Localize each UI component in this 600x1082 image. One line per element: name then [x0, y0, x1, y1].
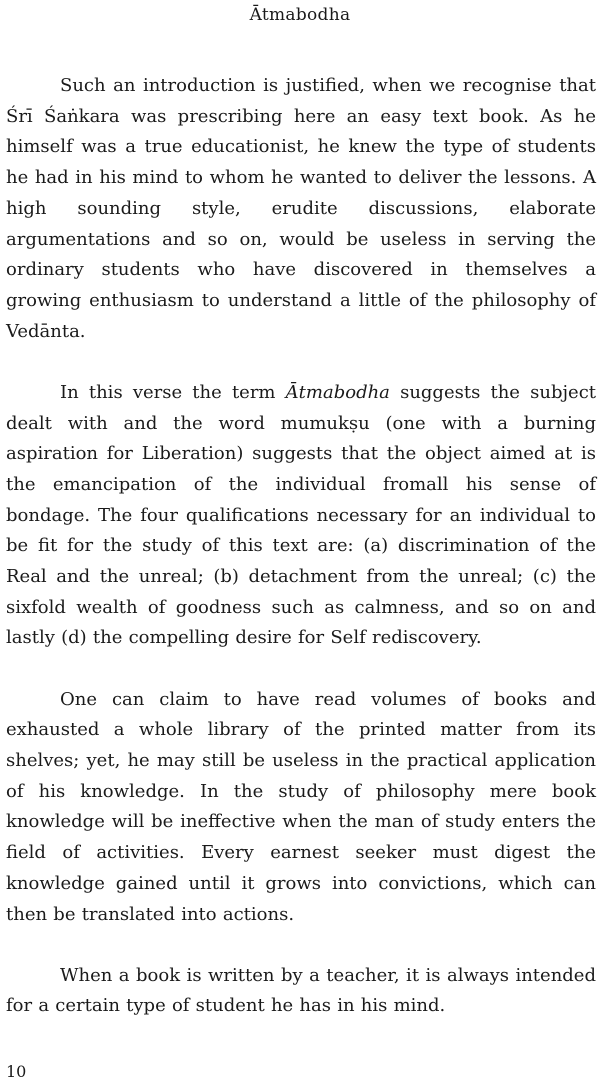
running-head-title: Ātmabodha [249, 5, 351, 25]
paragraph-2-lead: In this verse the term [60, 381, 286, 403]
paragraph-2-rest: suggests the subject dealt with and the word mumukṣu (one with a burning aspiration for Liberation) suggests that the object aimed at is the emancipation of the individual fromall his sense of bondage. The four qualifications necessary for an individual to be fit for the study of this text are: (a) discrimination of the Real and the unreal; (b) detachment from the unreal; (c) the sixfold wealth of goodness such as calmness, and so on and lastly (d) the compelling desire for Self rediscovery. [6, 381, 597, 649]
paragraph-2-italic-term: Ātmabodha [285, 381, 390, 403]
paragraph-3: One can claim to have read volumes of books and exhausted a whole library of the printed matter from its shelves; yet, he may still be useless in the practical application of his knowledge. In the study of philosophy mere book knowledge will be ineffective when the man of study enters the field of activities. Every earnest seeker must digest the knowledge gained until it grows into convictions, which can then be translated into actions. [6, 688, 596, 925]
page-number: 10 [6, 1062, 27, 1081]
paragraph-4: When a book is written by a teacher, it is always intended for a certain type of student he has in his mind. [6, 964, 596, 1017]
paragraph-2 [6, 378, 596, 654]
body-text [6, 71, 596, 1022]
paragraph-1: Such an introduction is justified, when we recognise that Śrī Śaṅkara was prescribing here an easy text book. As he himself was a true educationist, he knew the type of students he had in his mind to whom he wanted to deliver the lessons. A high sounding style, erudite discussions, elaborate argumentations and so on, would be useless in serving the ordinary students who have discovered in themselves a growing enthusiasm to understand a little of the philosophy of Vedānta. [6, 75, 596, 342]
